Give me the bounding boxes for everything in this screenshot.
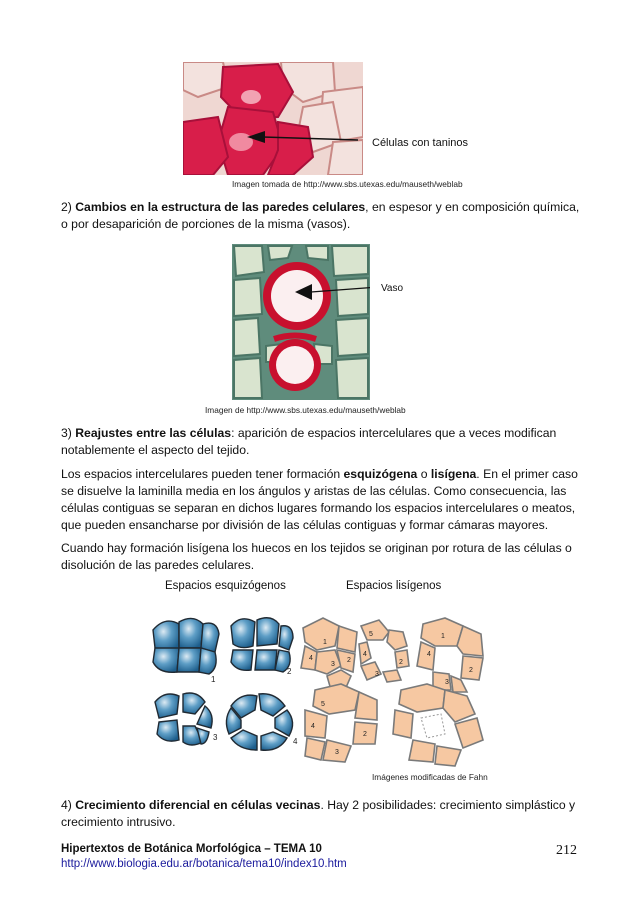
tannin-figure-caption: Imagen tomada de http://www.sbs.utexas.edu/mauseth/weblab [232, 179, 463, 189]
schizogenous-stage-2 [231, 618, 293, 672]
fahn-figure-caption: Imágenes modificadas de Fahn [372, 772, 488, 782]
schizogenous-stage-1 [153, 618, 219, 674]
lys2-num-5: 5 [369, 631, 373, 638]
vessel-figure [232, 244, 370, 400]
lysigenous-stage-4 [305, 684, 377, 762]
lys1-num-1: 1 [323, 639, 327, 646]
tannin-cells-micrograph [183, 62, 363, 175]
vessel-label: Vaso [381, 283, 404, 294]
paragraph-cell-readjustments: 3) Reajustes entre las células: aparición de espacios intercelulares que a veces modifican notablemente el aspecto del tejido. [61, 426, 557, 457]
lysigenous-stage-1 [301, 618, 357, 690]
schizogenous-stage-3 [155, 693, 212, 745]
tannin-cells-label: Células con taninos [372, 137, 469, 149]
lys1-num-4: 4 [309, 655, 313, 662]
lys4-num-4: 4 [311, 723, 315, 730]
intercellular-spaces-diagram [145, 610, 495, 770]
label-number-2: 2 [287, 667, 292, 676]
footer-title: Hipertextos de Botánica Morfológica – TEMA 10 [61, 843, 322, 855]
paragraph-cell-wall-changes: 2) Cambios en la estructura de las paredes celulares, en espesor y en composición química, o por desaparición de porciones de la misma (vasos). [61, 200, 580, 231]
paragraph-lysigenous: Cuando hay formación lisígena los huecos en los tejidos se originan por rotura de las células o disolución de las paredes celulares. [61, 541, 572, 572]
lys4-num-3: 3 [335, 749, 339, 756]
lys2-num-2: 2 [399, 659, 403, 666]
lys3-num-2: 2 [469, 667, 473, 674]
lys3-num-4: 4 [427, 651, 431, 658]
lys1-num-2: 2 [347, 657, 351, 664]
page-number: 212 [556, 843, 577, 858]
lysigenous-label: Espacios lisígenos [346, 580, 442, 592]
schizogenous-label: Espacios esquizógenos [165, 580, 286, 592]
lys2-num-4: 4 [363, 651, 367, 658]
tannin-cells-figure [183, 62, 363, 175]
lys4-num-2: 2 [363, 731, 367, 738]
lys2-num-3: 3 [375, 671, 379, 678]
vessel-figure-caption: Imagen de http://www.sbs.utexas.edu/mauseth/weblab [205, 405, 406, 415]
label-number-4: 4 [293, 737, 298, 746]
lys4-num-5: 5 [321, 701, 325, 708]
paragraph-intercellular-spaces: Los espacios intercelulares pueden tener formación esquizógena o lisígena. En el primer caso se disuelve la laminilla media en los ángulos y aristas de las células. Como consecuencia, las células contiguas se separan en dichos lugares formando los espacios intercelulares o meatos, que pueden ensancharse por división de las células contiguas y formar cámaras mayores. [61, 467, 578, 532]
label-number-3: 3 [213, 733, 218, 742]
lys1-num-3: 3 [331, 661, 335, 668]
lys3-num-1: 1 [441, 633, 445, 640]
vessel-micrograph [232, 244, 370, 400]
label-number-1: 1 [211, 675, 216, 684]
lys3-num-3: 3 [445, 679, 449, 686]
footer-url-link[interactable]: http://www.biologia.edu.ar/botanica/tema10/index10.htm [61, 858, 347, 870]
paragraph-differential-growth: 4) Crecimiento diferencial en células vecinas. Hay 2 posibilidades: crecimiento simplástico y crecimiento intrusivo. [61, 798, 576, 829]
schizogenous-stage-4 [226, 694, 292, 751]
